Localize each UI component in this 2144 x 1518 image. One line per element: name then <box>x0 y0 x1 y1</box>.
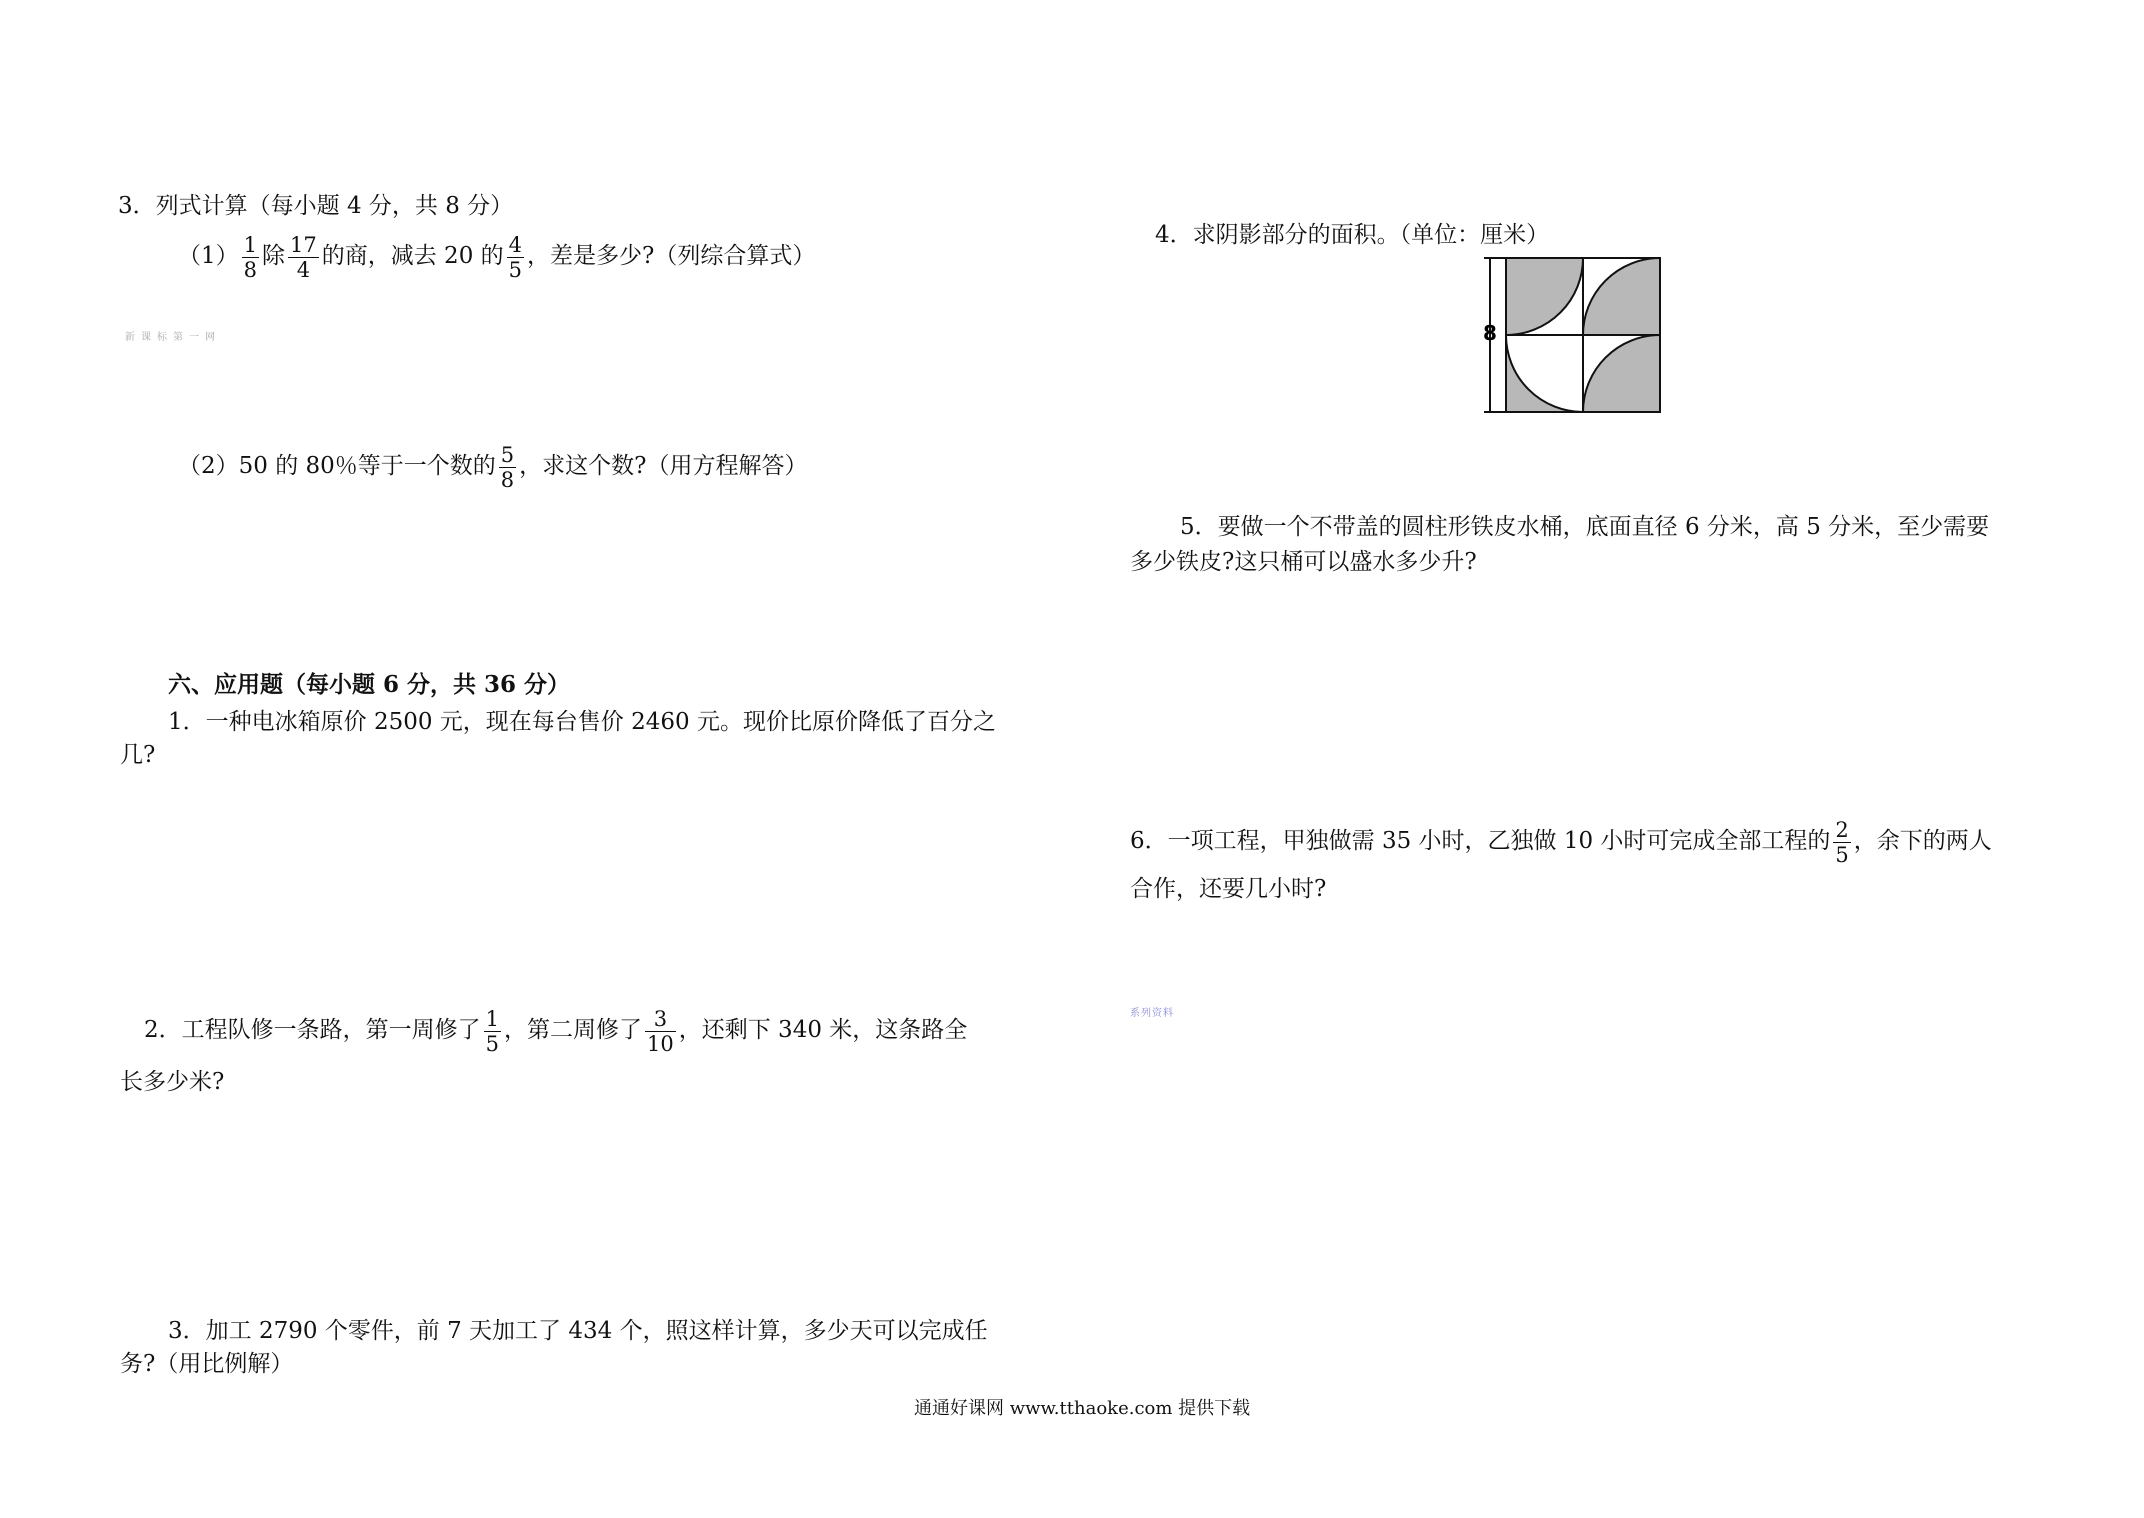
q3-2-prefix: （2）50 的 80％等于一个数的 <box>178 453 496 479</box>
fraction-3-10: $\frac{3}{10}$ <box>647 1006 674 1056</box>
q3-2-suffix: ，求这个数?（用方程解答） <box>519 453 808 479</box>
q3-1-suffix: ，差是多少?（列综合算式） <box>527 243 816 269</box>
q5-line1: 5．要做一个不带盖的圆柱形铁皮水桶，底面直径 6 分米，高 5 分米，至少需要 <box>1180 514 1990 540</box>
q5-line2: 多少铁皮?这只桶可以盛水多少升? <box>1130 549 1477 575</box>
page-footer: 通通好课网 www.tthaoke.com 提供下载 <box>914 1398 1251 1419</box>
q6-prefix: 6．一项工程，甲独做需 35 小时，乙独做 10 小时可完成全部工程的 <box>1130 828 1831 854</box>
app3-line2: 务?（用比例解） <box>120 1351 294 1377</box>
app1-line1: 1．一种电冰箱原价 2500 元，现在每台售价 2460 元。现价比原价降低了百分之 <box>168 709 996 735</box>
q6-suffix: ，余下的两人 <box>1853 828 1992 854</box>
watermark-text: 新课标第一网 <box>125 332 221 343</box>
app2-mid: ，第二周修了 <box>504 1017 643 1043</box>
app2-question <box>144 1002 967 1058</box>
q3-1-mid1: 除 <box>262 243 286 269</box>
app3-line1: 3．加工 2790 个零件，前 7 天加工了 434 个，照这样计算，多少天可以完成任 <box>168 1318 988 1344</box>
q3-1-mid2: 的商，减去 20 的 <box>321 243 504 269</box>
q6-question <box>1130 813 1992 869</box>
q6-line2: 合作，还要几小时? <box>1130 876 1327 902</box>
q3-1-question <box>178 228 815 284</box>
app2-line2: 长多少米? <box>120 1069 225 1095</box>
q3-2-question <box>178 438 808 494</box>
shaded-area-figure <box>1480 254 1680 420</box>
fraction-17-4: $\frac{17}{4}$ <box>290 232 317 282</box>
watermark-text-2: 系列资料 <box>1130 1008 1174 1019</box>
app2-prefix: 2．工程队修一条路，第一周修了 <box>144 1017 481 1043</box>
section-6-title: 六、应用题（每小题 6 分，共 36 分） <box>168 671 571 698</box>
fraction-5-8: $\frac{5}{8}$ <box>500 442 515 492</box>
app2-suffix: ，还剩下 340 米，这条路全 <box>678 1017 968 1043</box>
app1-line2: 几? <box>120 742 156 768</box>
q3-title: 3．列式计算（每小题 4 分，共 8 分） <box>118 193 514 219</box>
fraction-4-5: $\frac{4}{5}$ <box>508 232 523 282</box>
q4-title: 4．求阴影部分的面积。（单位：厘米） <box>1155 222 1550 248</box>
figure-dimension-label: 8 <box>1483 321 1497 345</box>
q3-1-prefix: （1） <box>178 243 239 269</box>
fraction-1-8: $\frac{1}{8}$ <box>243 232 258 282</box>
fraction-2-5: $\frac{2}{5}$ <box>1835 817 1849 867</box>
fraction-1-5: $\frac{1}{5}$ <box>485 1006 500 1056</box>
